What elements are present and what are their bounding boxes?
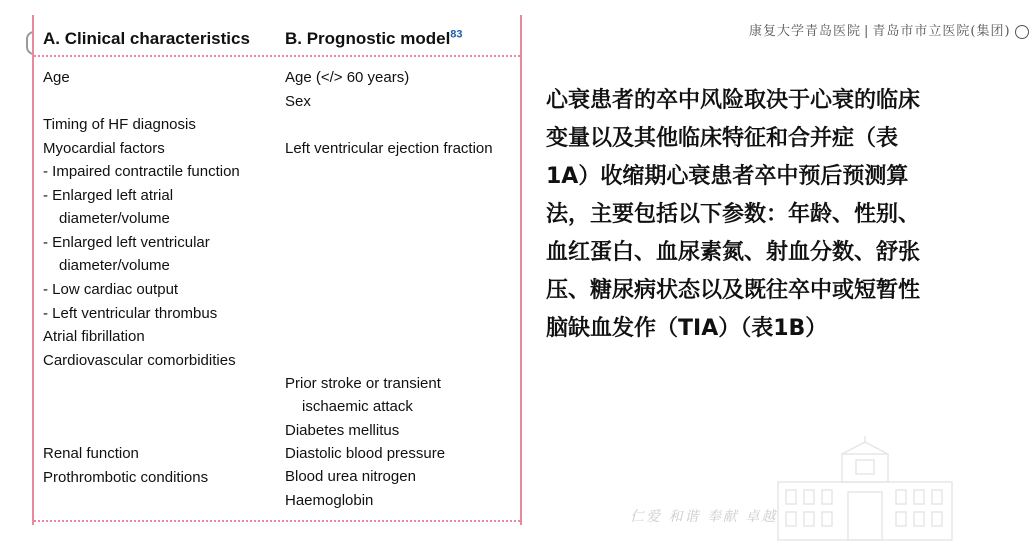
logo-cn-right: 青岛市市立医院(集团) xyxy=(872,24,1011,39)
header-clinical: A. Clinical characteristics xyxy=(43,29,250,48)
hospital-logo xyxy=(749,20,1029,39)
prognostic-item: Diastolic blood pressure xyxy=(285,445,446,462)
clinical-item: Timing of HF diagnosis xyxy=(43,116,196,133)
prognostic-item: Left ventricular ejection fraction xyxy=(285,140,493,157)
clinical-item: Age xyxy=(43,69,70,86)
prognostic-list xyxy=(285,66,510,512)
footer-divider xyxy=(34,520,520,522)
clinical-item: Atrial fibrillation xyxy=(43,328,145,345)
header-prognostic xyxy=(285,27,463,51)
clinical-item: Cardiovascular comorbidities xyxy=(43,352,236,369)
watermark xyxy=(770,440,960,540)
clinical-sub-item: - Left ventricular thrombus xyxy=(43,305,218,322)
prognostic-item: Age (</> 60 years) xyxy=(285,69,410,86)
clinical-list xyxy=(43,66,253,489)
prognostic-item: Blood urea nitrogen xyxy=(285,468,416,485)
reference-number: 83 xyxy=(450,28,463,41)
table-panel xyxy=(32,15,522,525)
clinical-sub-item: - Enlarged left atrial diameter/volume xyxy=(43,187,174,227)
emblem-icon xyxy=(1015,25,1029,39)
prognostic-item: Sex xyxy=(285,93,311,110)
logo-separator: | xyxy=(864,24,870,39)
prognostic-item: Prior stroke or transient ischaemic attack xyxy=(285,375,441,415)
clinical-sub-item: - Enlarged left ventricular diameter/volume xyxy=(43,234,210,274)
logo-cn-left: 康复大学青岛医院 xyxy=(749,24,862,39)
clinical-item: Prothrombotic conditions xyxy=(43,469,209,486)
clinical-item: Renal function xyxy=(43,445,139,462)
motto-text: 仁爱 和谐 奉献 卓越 xyxy=(630,509,778,525)
building-icon xyxy=(770,440,960,540)
clinical-sub-item: - Low cardiac output xyxy=(43,281,179,298)
header-divider xyxy=(34,55,520,57)
clinical-item: Myocardial factors xyxy=(43,140,165,157)
summary-text: 心衰患者的卒中风险取决于心衰的临床变量以及其他临床特征和合并症（表1A）收缩期心衰患者卒中预后预测算法，主要包括以下参数：年龄、性别、血红蛋白、血尿素氮、射血分数、舒张压、糖尿病状态以及既往卒中或短暂性脑缺血发作（TIA）（表1B） xyxy=(546,88,921,341)
header-prognostic-label: B. Prognostic model xyxy=(285,29,451,48)
prognostic-item: Diabetes mellitus xyxy=(285,422,400,439)
prognostic-item: Haemoglobin xyxy=(285,492,374,509)
clinical-sub-item: - Impaired contractile function xyxy=(43,163,240,180)
